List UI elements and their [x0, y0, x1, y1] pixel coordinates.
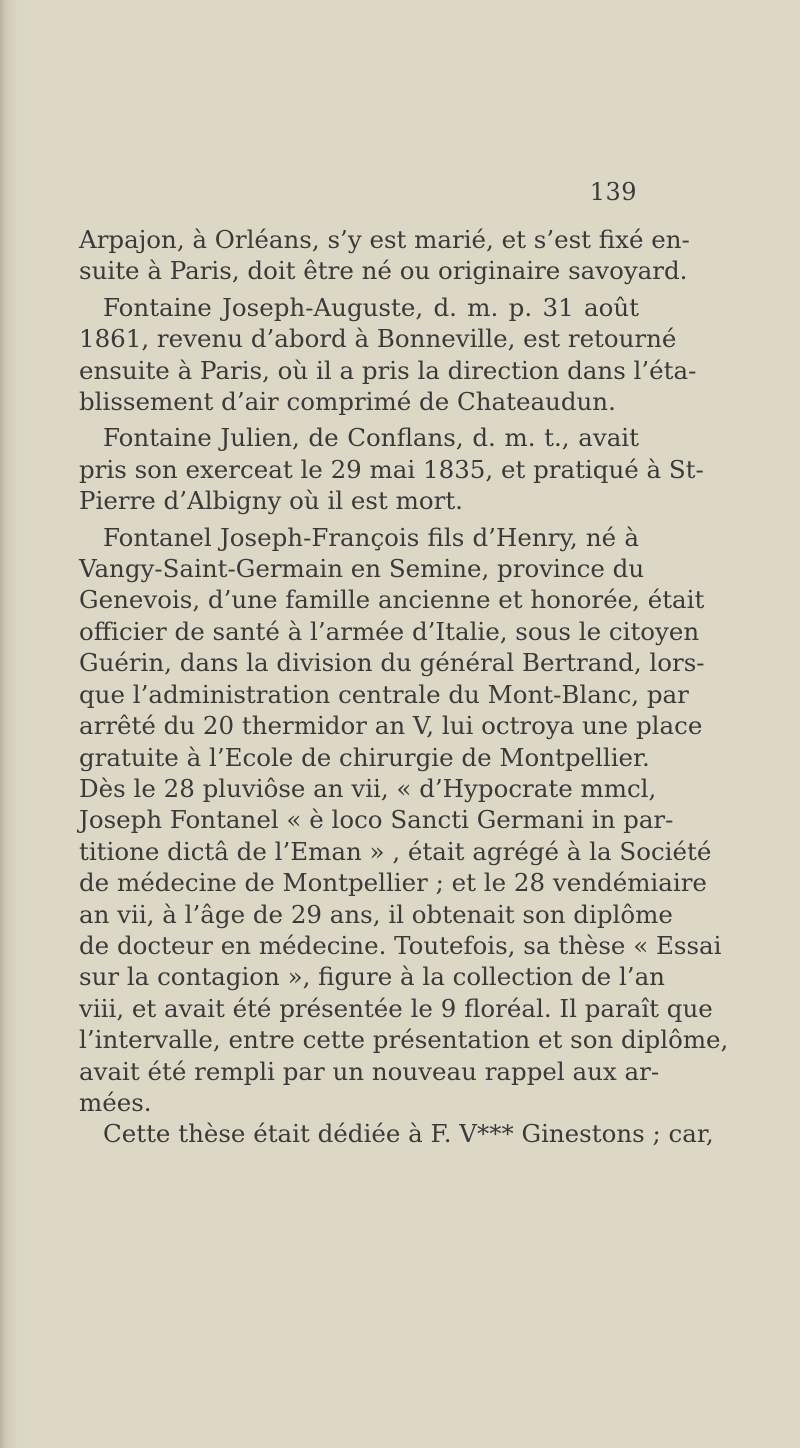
text-line: Guérin, dans la division du général Bertrand, lors-	[79, 648, 705, 678]
text-line: gratuite à l’Ecole de chirurgie de Montpellier.	[79, 742, 650, 772]
text-line: Pierre d’Albigny où il est mort.	[79, 486, 463, 516]
text-line: avait été rempli par un nouveau rappel aux ar-	[79, 1056, 660, 1086]
text-line: pris son exerceat le 29 mai 1835, et pratiqué à St-	[79, 454, 704, 484]
text-line: Arpajon, à Orléans, s’y est marié, et s’est fixé en-	[79, 225, 690, 254]
text-line: officier de santé à l’armée d’Italie, sous le citoyen	[79, 616, 700, 646]
text-line: Dès le 28 pluviôse an vii, « d’Hypocrate mmcl,	[79, 773, 657, 803]
text-line: sur la contagion », figure à la collection de l’an	[79, 962, 665, 992]
text-line: Fontaine Julien, de Conflans, d. m. t., avait	[103, 423, 639, 453]
text-line: blissement d’air comprimé de Chateaudun.	[79, 387, 616, 417]
text-line: Joseph Fontanel « è loco Sancti Germani in par-	[79, 805, 674, 835]
page-number: 139	[589, 178, 637, 206]
text-line: de docteur en médecine. Toutefois, sa thèse « Essai	[79, 930, 722, 960]
text-line: Fontaine Joseph-Auguste, d. m. p. 31 août	[103, 292, 639, 322]
paragraph	[79, 522, 729, 1119]
text-line: Vangy-Saint-Germain en Semine, province du	[79, 554, 645, 584]
paragraph	[79, 224, 690, 287]
paragraph	[79, 422, 704, 516]
text-line: Fontanel Joseph-François fils d’Henry, né à	[103, 522, 639, 552]
text-line: que l’administration centrale du Mont-Blanc, par	[79, 679, 689, 709]
text-line: mées.	[79, 1087, 152, 1117]
text-line: 1861, revenu d’abord à Bonneville, est retourné	[79, 324, 677, 354]
paragraph	[79, 292, 697, 418]
text-line: an vii, à l’âge de 29 ans, il obtenait son diplôme	[79, 899, 673, 929]
text-line: viii, et avait été présentée le 9 floréal. Il paraît que	[79, 993, 713, 1023]
paragraph	[79, 1118, 714, 1149]
text-line: suite à Paris, doit être né ou originaire savoyard.	[79, 256, 688, 286]
text-line: Genevois, d’une famille ancienne et honorée, était	[79, 585, 705, 615]
text-line: l’intervalle, entre cette présentation et son diplôme,	[79, 1025, 729, 1055]
text-line: arrêté du 20 thermidor an V, lui octroya une place	[79, 711, 703, 741]
text-line: Cette thèse était dédiée à F. V*** Ginestons ; car,	[103, 1119, 714, 1149]
text-line: ensuite à Paris, où il a pris la direction dans l’éta-	[79, 355, 697, 385]
text-line: titione dictâ de l’Eman » , était agrégé à la Société	[79, 836, 712, 866]
body-text	[79, 224, 729, 1150]
text-line: de médecine de Montpellier ; et le 28 vendémiaire	[79, 868, 707, 898]
